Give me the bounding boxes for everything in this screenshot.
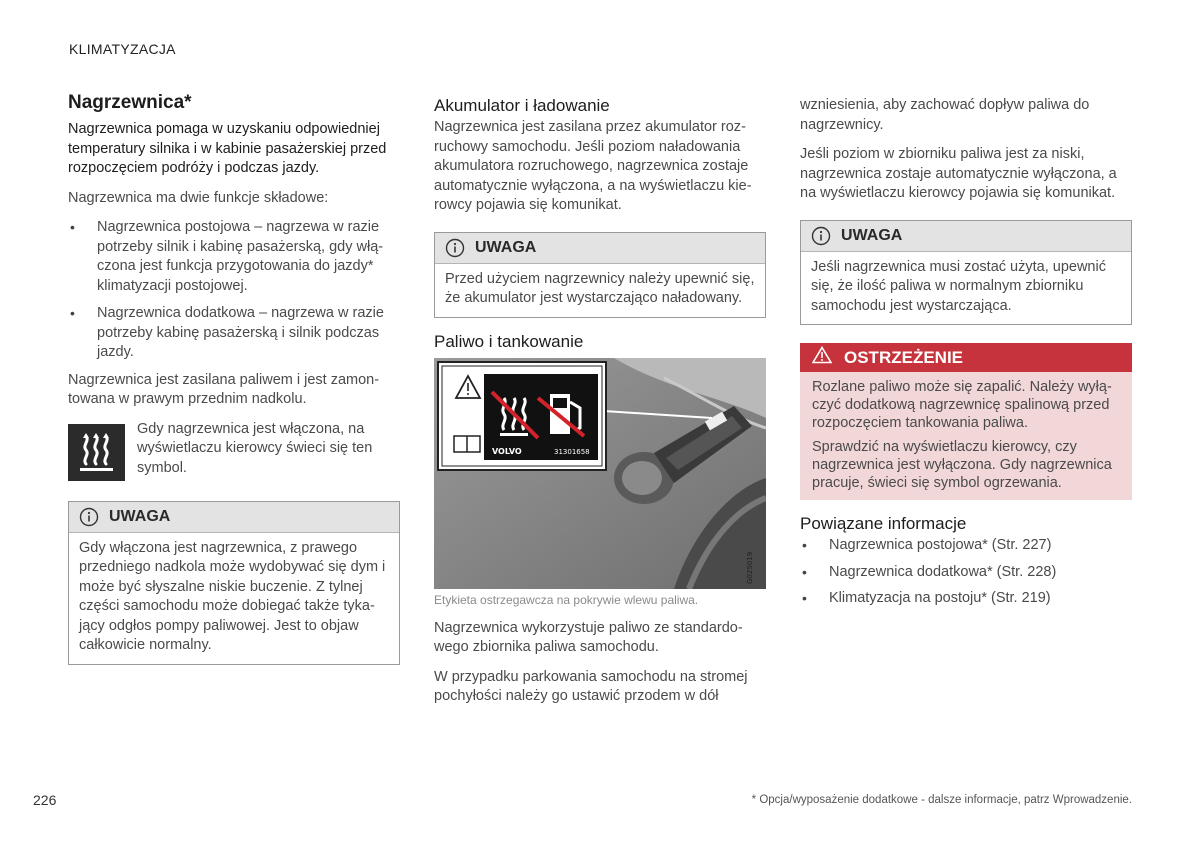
intro-paragraph: Nagrzewnica ma dwie funkcje składowe: [68,189,329,206]
note-header [801,221,1131,252]
slope-paragraph: W przypadku parkowania samochodu na stromej pochyłości należy go ustawić przodem w dół [434,668,748,704]
column-heater [68,92,400,665]
fuel-flap-photo [434,358,766,589]
related-link[interactable]: • Nagrzewnica postojowa* (Str. 227) [800,536,1132,556]
column-battery-fuel [434,96,766,717]
lead-paragraph: Nagrzewnica pomaga w uzyskaniu odpowiedniej temperatury silnika i w kabinie pasażerskiej przed rozpoczęciem podróży i podczas jazdy. [68,121,387,176]
page-number: 226 [33,792,57,808]
warning-header [800,343,1132,372]
battery-heading: Akumulator i ładowanie [434,96,610,115]
related-link[interactable]: • Klimatyzacja na postoju* (Str. 219) [800,589,1132,609]
low-fuel-paragraph: Jeśli poziom w zbiorniku paliwa jest za niski, nagrzewnica zostaje automatycznie wyłączona, a na wyświetlaczu kierowcy pojawia się komunikat. [800,146,1117,201]
symbol-row [68,420,400,481]
list-item: • Nagrzewnica dodatkowa – nagrzewa w razie potrzeby kabinę pasażerską i silnik podczas jazdy. [68,304,400,363]
info-icon [811,226,831,246]
related-heading: Powiązane informacje [800,514,967,533]
warning-triangle-icon [812,346,832,369]
heater-symbol-icon [68,424,125,481]
note-title: UWAGA [475,238,537,256]
continued-paragraph: wzniesienia, aby zachować dopływ paliwa do nagrzewnicy. [800,97,1090,133]
note-box [434,232,766,318]
note-text: Przed użyciem nagrzewnicy należy upewnić się, że akumulator jest wystarczająco naładowany. [445,270,755,306]
warning-text: Rozlane paliwo może się zapalić. Należy wyłączyć dodatkową nagrzewnicę spalinową przed rozpoczęciem tankowania paliwa. [812,379,1112,431]
info-icon [445,238,465,258]
fuel-paragraph: Nagrzewnica wykorzystuje paliwo ze standardowego zbiornika paliwa samochodu. [434,619,743,655]
note-header [435,233,765,264]
related-info [800,514,1132,609]
warning-box [800,343,1132,500]
note-title: UWAGA [109,507,171,525]
warning-text: Sprawdzić na wyświetlaczu kierowcy, czy nagrzewnica jest wyłączona. Gdy nagrzewnica pracuje, świeci się symbol ogrzewania. [812,439,1112,491]
mounting-paragraph: Nagrzewnica jest zasilana paliwem i jest zamontowana w prawym przednim nadkolu. [68,371,380,407]
note-box [68,501,400,665]
note-text: Gdy włączona jest nagrzewnica, z prawego przedniego nadkola może wydobywać się dym i może być słyszalne niskie buczenie. Z tylnej części samochodu może dobiegać także tykający odgłos pompy paliwowej. Jest to objaw całkowicie normalny. [79,539,386,653]
page-title: Nagrzewnica* [68,92,192,113]
photo-caption: Etykieta ostrzegawcza na pokrywie wlewu paliwa. [434,592,699,607]
note-box [800,220,1132,326]
label-number: 31301658 [554,447,590,456]
section-label: KLIMATYZACJA [69,41,176,57]
fuel-heading: Paliwo i tankowanie [434,331,584,351]
column-warnings [800,96,1132,617]
related-link[interactable]: • Nagrzewnica dodatkowa* (Str. 228) [800,563,1132,583]
warning-title: OSTRZEŻENIE [844,347,964,367]
symbol-description: Gdy nagrzewnica jest włączona, na wyświetlaczu kierowcy świeci się ten symbol. [137,420,373,476]
note-header [69,502,399,533]
label-brand: VOLVO [492,446,522,456]
battery-paragraph: Nagrzewnica jest zasilana przez akumulator rozruchowy samochodu. Jeśli poziom naładowania akumulatora rozruchowego, nagrzewnica zostaje automatycznie wyłączona, a na wyświetlaczu kierowcy pojawia się komunikat. [434,119,752,213]
footnote: * Opcja/wyposażenie dodatkowe - dalsze informacje, patrz Wprowadzenie. [751,794,1132,806]
function-list [68,218,400,363]
note-title: UWAGA [841,226,903,244]
info-icon [79,507,99,527]
image-code: G025019 [746,551,754,584]
note-text: Jeśli nagrzewnica musi zostać użyta, upewnić się, że ilość paliwa w normalnym zbiorniku samochodu jest wystarczająca. [811,258,1106,314]
related-list [800,536,1132,609]
list-item: • Nagrzewnica postojowa – nagrzewa w razie potrzeby silnik i kabinę pasażerską, gdy włączona jest funkcja przygotowania do jazdy* klimatyzacji postojowej. [68,218,400,296]
